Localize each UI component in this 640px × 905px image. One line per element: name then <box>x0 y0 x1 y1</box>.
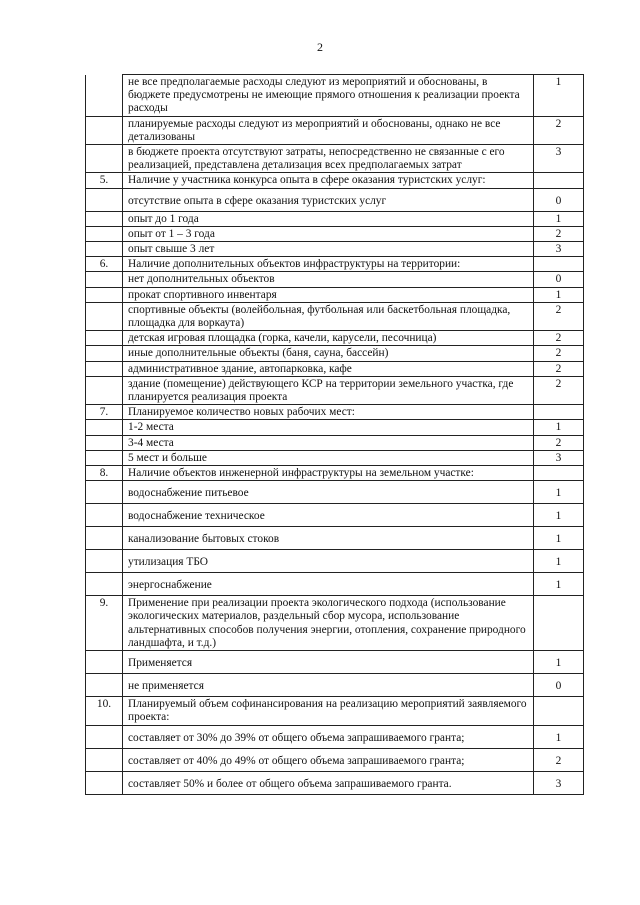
option-score: 1 <box>534 651 584 674</box>
option-text: планируемые расходы следуют из мероприятий и обоснованы, однако не все детализованы <box>123 116 534 144</box>
table-row <box>86 504 584 527</box>
option-text: утилизация ТБО <box>123 550 534 573</box>
criterion-number-cell <box>86 725 123 748</box>
table-row <box>86 145 584 173</box>
criterion-number: 6. <box>86 257 123 272</box>
option-text: опыт до 1 года <box>123 211 534 226</box>
option-text: административное здание, автопарковка, кафе <box>123 361 534 376</box>
table-row <box>86 573 584 596</box>
table-row <box>86 481 584 504</box>
table-row <box>86 420 584 435</box>
option-score: 3 <box>534 242 584 257</box>
option-text: нет дополнительных объектов <box>123 272 534 287</box>
criterion-title: Наличие у участника конкурса опыта в сфере оказания туристских услуг: <box>123 173 534 188</box>
criterion-number-cell <box>86 272 123 287</box>
criterion-number-cell <box>86 651 123 674</box>
option-text: составляет от 30% до 39% от общего объема запрашиваемого гранта; <box>123 725 534 748</box>
criterion-number-cell <box>86 435 123 450</box>
table-row <box>86 331 584 346</box>
criterion-number-cell <box>86 226 123 241</box>
criterion-title: Наличие дополнительных объектов инфраструктуры на территории: <box>123 257 534 272</box>
criterion-number-cell <box>86 376 123 404</box>
table-row <box>86 376 584 404</box>
option-score: 1 <box>534 287 584 302</box>
table-row <box>86 550 584 573</box>
option-text: спортивные объекты (волейбольная, футбольная или баскетбольная площадка, площадка для воркаута) <box>123 302 534 330</box>
criterion-number-cell <box>86 573 123 596</box>
table-row <box>86 725 584 748</box>
table-row <box>86 361 584 376</box>
criterion-header-row <box>86 596 584 651</box>
table-row <box>86 188 584 211</box>
option-score: 1 <box>534 527 584 550</box>
criterion-score-blank <box>534 405 584 420</box>
criterion-score-blank <box>534 596 584 651</box>
table-row <box>86 226 584 241</box>
table-row <box>86 651 584 674</box>
criterion-score-blank <box>534 257 584 272</box>
option-score: 0 <box>534 188 584 211</box>
option-score: 2 <box>534 435 584 450</box>
option-score: 2 <box>534 116 584 144</box>
option-text: энергоснабжение <box>123 573 534 596</box>
criterion-header-row <box>86 173 584 188</box>
criterion-header-row <box>86 466 584 481</box>
table-row <box>86 346 584 361</box>
criterion-number: 7. <box>86 405 123 420</box>
option-text: составляет 50% и более от общего объема запрашиваемого гранта. <box>123 771 534 794</box>
option-score: 1 <box>534 481 584 504</box>
table-row <box>86 302 584 330</box>
option-text: отсутствие опыта в сфере оказания туристских услуг <box>123 188 534 211</box>
criterion-number: 5. <box>86 173 123 188</box>
criterion-number-cell <box>86 346 123 361</box>
option-text: прокат спортивного инвентаря <box>123 287 534 302</box>
criterion-header-row <box>86 257 584 272</box>
table-row <box>86 674 584 697</box>
option-text: детская игровая площадка (горка, качели, карусели, песочница) <box>123 331 534 346</box>
option-score: 1 <box>534 725 584 748</box>
criterion-number-cell <box>86 771 123 794</box>
criterion-number-cell <box>86 527 123 550</box>
criterion-number-cell <box>86 188 123 211</box>
option-score: 0 <box>534 272 584 287</box>
criterion-number-cell <box>86 75 123 117</box>
option-text: опыт свыше 3 лет <box>123 242 534 257</box>
criterion-header-row <box>86 697 584 725</box>
option-score: 1 <box>534 504 584 527</box>
criteria-table <box>85 74 584 795</box>
table-row <box>86 435 584 450</box>
criterion-number-cell <box>86 481 123 504</box>
criterion-number-cell <box>86 211 123 226</box>
option-score: 2 <box>534 226 584 241</box>
option-score: 0 <box>534 674 584 697</box>
criteria-table-body <box>86 75 584 795</box>
option-text: Применяется <box>123 651 534 674</box>
criterion-score-blank <box>534 466 584 481</box>
table-row <box>86 75 584 117</box>
table-row <box>86 748 584 771</box>
page-number: 2 <box>317 40 323 54</box>
option-score: 2 <box>534 376 584 404</box>
table-row <box>86 272 584 287</box>
table-row <box>86 771 584 794</box>
option-score: 3 <box>534 771 584 794</box>
table-row <box>86 527 584 550</box>
option-score: 1 <box>534 75 584 117</box>
criterion-header-row <box>86 405 584 420</box>
option-score: 1 <box>534 420 584 435</box>
option-text: не все предполагаемые расходы следуют из мероприятий и обоснованы, в бюджете предусмотрены не имеющие прямого отношения к реализации проекта расходы <box>123 75 534 117</box>
criterion-number-cell <box>86 287 123 302</box>
option-text: составляет от 40% до 49% от общего объема запрашиваемого гранта; <box>123 748 534 771</box>
option-text: 1-2 места <box>123 420 534 435</box>
criterion-score-blank <box>534 697 584 725</box>
option-score: 1 <box>534 550 584 573</box>
option-text: иные дополнительные объекты (баня, сауна, бассейн) <box>123 346 534 361</box>
option-text: опыт от 1 – 3 года <box>123 226 534 241</box>
option-score: 2 <box>534 346 584 361</box>
criterion-number: 10. <box>86 697 123 725</box>
option-score: 3 <box>534 145 584 173</box>
criterion-title: Применение при реализации проекта экологического подхода (использование экологических материалов, раздельный сбор мусора, использование альтернативных способов получения энергии, отопления, сохранение природного ландшафта, и т.д.) <box>123 596 534 651</box>
option-text: водоснабжение питьевое <box>123 481 534 504</box>
table-row <box>86 116 584 144</box>
criterion-title: Планируемое количество новых рабочих мест: <box>123 405 534 420</box>
criterion-number-cell <box>86 550 123 573</box>
table-row <box>86 450 584 465</box>
option-score: 1 <box>534 211 584 226</box>
criterion-score-blank <box>534 173 584 188</box>
option-score: 2 <box>534 331 584 346</box>
criterion-number: 8. <box>86 466 123 481</box>
criterion-title: Планируемый объем софинансирования на реализацию мероприятий заявляемого проекта: <box>123 697 534 725</box>
option-score: 1 <box>534 573 584 596</box>
option-score: 2 <box>534 748 584 771</box>
criterion-number-cell <box>86 420 123 435</box>
criterion-number-cell <box>86 748 123 771</box>
criterion-number-cell <box>86 145 123 173</box>
criterion-number-cell <box>86 361 123 376</box>
criterion-number-cell <box>86 242 123 257</box>
table-row <box>86 242 584 257</box>
option-text: водоснабжение техническое <box>123 504 534 527</box>
option-score: 3 <box>534 450 584 465</box>
table-row <box>86 287 584 302</box>
criterion-number-cell <box>86 504 123 527</box>
option-score: 2 <box>534 361 584 376</box>
criterion-number-cell <box>86 302 123 330</box>
criterion-number-cell <box>86 674 123 697</box>
option-text: в бюджете проекта отсутствуют затраты, непосредственно не связанные с его реализацией, представлена детализация всех предполагаемых затрат <box>123 145 534 173</box>
option-text: здание (помещение) действующего КСР на территории земельного участка, где планируется реализация проекта <box>123 376 534 404</box>
table-row <box>86 211 584 226</box>
option-score: 2 <box>534 302 584 330</box>
option-text: не применяется <box>123 674 534 697</box>
option-text: 5 мест и больше <box>123 450 534 465</box>
criterion-number: 9. <box>86 596 123 651</box>
criterion-number-cell <box>86 116 123 144</box>
option-text: 3-4 места <box>123 435 534 450</box>
option-text: канализование бытовых стоков <box>123 527 534 550</box>
criterion-title: Наличие объектов инженерной инфраструктуры на земельном участке: <box>123 466 534 481</box>
criterion-number-cell <box>86 450 123 465</box>
criterion-number-cell <box>86 331 123 346</box>
